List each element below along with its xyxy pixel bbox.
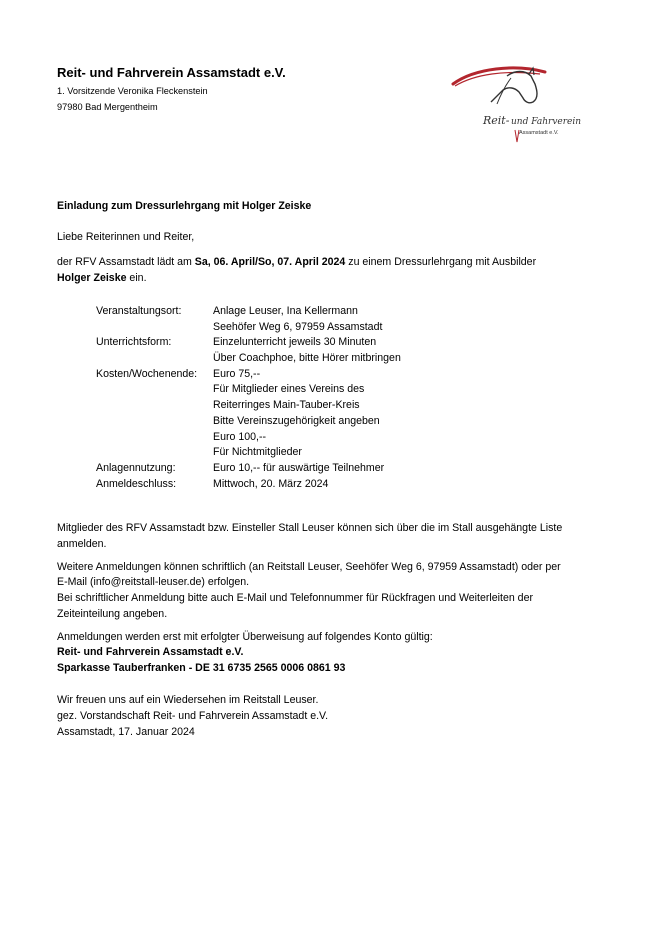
intro-text-2: zu einem Dressurlehrgang mit Ausbilder bbox=[345, 256, 537, 268]
letter-greeting: Liebe Reiterinnen und Reiter, bbox=[57, 231, 195, 243]
details-label: Anlagennutzung: bbox=[96, 461, 176, 474]
details-value: Euro 75,-- bbox=[213, 367, 261, 380]
closing-line-1: Wir freuen uns auf ein Wiedersehen im Reitstall Leuser. bbox=[57, 694, 319, 706]
logo-accent-mark bbox=[515, 130, 519, 142]
registration-line-1: Weitere Anmeldungen können schriftlich (an Reitstall Leuser, Seehöfer Weg 6, 97959 Assamstadt) oder per bbox=[57, 561, 561, 573]
logo-text-assamstadt: Assamstadt e.V. bbox=[519, 130, 559, 136]
intro-trainer: Holger Zeiske bbox=[57, 272, 127, 284]
registration-line-2: E-Mail (info@reitstall-leuser.de) erfolgen. bbox=[57, 576, 250, 588]
closing-signature: gez. Vorstandschaft Reit- und Fahrverein Assamstadt e.V. bbox=[57, 710, 329, 722]
intro-dates: Sa, 06. April/So, 07. April 2024 bbox=[194, 256, 346, 268]
details-value: Bitte Vereinszugehörigkeit angeben bbox=[213, 414, 380, 427]
details-value: Anlage Leuser, Ina Kellermann bbox=[213, 305, 358, 317]
club-logo-icon bbox=[445, 62, 585, 146]
closing-date: Assamstadt, 17. Januar 2024 bbox=[57, 726, 195, 738]
details-value: Mittwoch, 20. März 2024 bbox=[213, 477, 329, 490]
details-value: Seehöfer Weg 6, 97959 Assamstadt bbox=[213, 320, 383, 333]
registration-line-3: Bei schriftlicher Anmeldung bitte auch E-Mail und Telefonnummer für Rückfragen und Weiterleiten der bbox=[57, 592, 533, 604]
logo-text-fahrverein: und Fahrverein bbox=[511, 117, 582, 127]
chair-line: 1. Vorsitzende Veronika Fleckenstein bbox=[57, 86, 208, 96]
organization-name: Reit- und Fahrverein Assamstadt e.V. bbox=[57, 65, 286, 80]
payment-account-holder: Reit- und Fahrverein Assamstadt e.V. bbox=[57, 646, 244, 658]
details-value: Reiterringes Main-Tauber-Kreis bbox=[213, 399, 360, 412]
logo-horse-mane bbox=[497, 78, 511, 104]
details-label: Unterrichtsform: bbox=[96, 336, 172, 349]
members-note-line-2: anmelden. bbox=[57, 538, 107, 550]
payment-bank-details: Sparkasse Tauberfranken - DE 31 6735 2565 0006 0861 93 bbox=[57, 662, 346, 674]
intro-text-3: ein. bbox=[126, 272, 147, 284]
intro-text-1: der RFV Assamstadt lädt am bbox=[57, 256, 195, 268]
details-value: Über Coachphoe, bitte Hörer mitbringen bbox=[213, 352, 401, 365]
details-label: Kosten/Wochenende: bbox=[96, 367, 198, 380]
payment-line-1: Anmeldungen werden erst mit erfolgter Überweisung auf folgendes Konto gültig: bbox=[57, 631, 433, 643]
logo-text-reit: Reit- bbox=[483, 114, 510, 127]
details-label: Veranstaltungsort: bbox=[96, 305, 182, 317]
city-line: 97980 Bad Mergentheim bbox=[57, 102, 158, 112]
details-value: Für Mitglieder eines Vereins des bbox=[213, 383, 365, 396]
members-note-line-1: Mitglieder des RFV Assamstadt bzw. Einsteller Stall Leuser können sich über die im Stall ausgehängte Liste bbox=[57, 522, 563, 534]
registration-line-4: Zeiteinteilung angeben. bbox=[57, 608, 168, 620]
details-value: Euro 100,-- bbox=[213, 430, 266, 443]
details-value: Euro 10,-- für auswärtige Teilnehmer bbox=[213, 461, 385, 474]
details-value: Für Nichtmitglieder bbox=[213, 446, 302, 459]
intro-line-2 bbox=[57, 272, 147, 285]
intro-line-1 bbox=[57, 256, 536, 269]
details-value: Einzelunterricht jeweils 30 Minuten bbox=[213, 336, 377, 349]
logo-horse-outline bbox=[491, 72, 537, 103]
letter-subject: Einladung zum Dressurlehrgang mit Holger Zeiske bbox=[57, 200, 312, 212]
details-label: Anmeldeschluss: bbox=[96, 477, 177, 490]
